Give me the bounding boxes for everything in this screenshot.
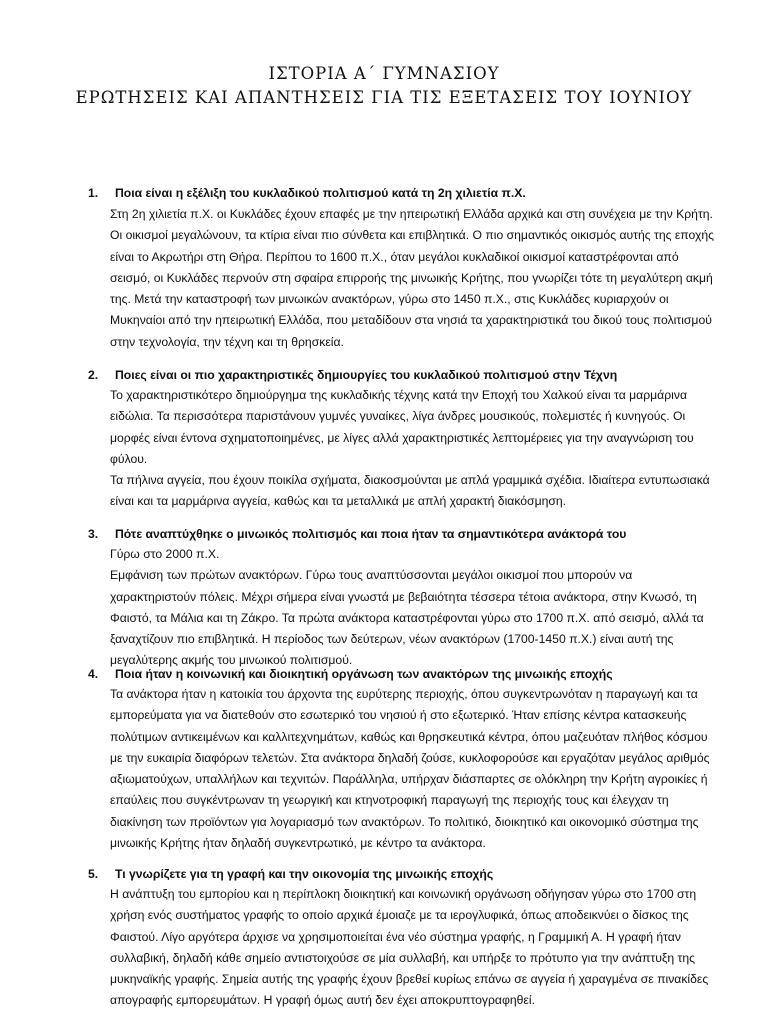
question-text: Ποια ήταν η κοινωνική και διοικητική οργάνωση των ανακτόρων της μινωικής εποχής [115, 667, 613, 681]
document-title: ΙΣΤΟΡΙΑ Α΄ ΓΥΜΝΑΣΙΟΥ [268, 64, 500, 83]
answer-paragraph: Τα πήλινα αγγεία, που έχουν ποικίλα σχήματα, διακοσμούνται με απλά γραμμικά σχέδια. Ιδιαίτερα εντυπωσιακά είναι και τα μαρμάρινα αγγεία, καθώς και τα μεταλλικά με απλή χαρακτή διακόσμηση. [110, 473, 710, 509]
question-number: 4. [88, 667, 99, 681]
answer-3 [110, 544, 716, 672]
question-text: Πότε αναπτύχθηκε ο μινωικός πολιτισμός και ποια ήταν τα σημαντικότερα ανάκτορά του [115, 527, 627, 541]
question-text: Τι γνωρίζετε για τη γραφή και την οικονομία της μινωικής εποχής [115, 867, 494, 881]
answer-paragraph: Γύρω στο 2000 π.Χ. [110, 547, 220, 561]
question-text: Ποια είναι η εξέλιξη του κυκλαδικού πολιτισμού κατά τη 2η χιλιετία π.Χ. [115, 186, 526, 200]
question-text: Ποιες είναι οι πιο χαρακτηριστικές δημιουργίες του κυκλαδικού πολιτισμού στην Τέχνη [115, 368, 618, 382]
answer-5 [110, 884, 716, 1012]
answer-paragraph: Η ανάπτυξη του εμπορίου και η περίπλοκη διοικητική και κοινωνική οργάνωση οδήγησαν γύρω στο 1700 στη χρήση ενός συστήματος γραφής το οποίο αρχικά έμοιαζε με τα ιερογλυφικά, όπως αποδεικνύει ο δίσκος της Φαιστού. Λίγο αργότερα άρχισε να χρησιμοποιείται ένα νέο σύστημα γραφής, η Γραμμική Α. Η γραφή ήταν συλλαβική, δηλαδή κάθε σημείο αντιστοιχούσε σε μία συλλαβή, και υπήρξε το πρότυπο για την ανάπτυξη της μυκηναϊκής γραφής. Σημεία αυτής της γραφής έχουν βρεθεί κυρίως επάνω σε αγγεία ή χαραγμένα σε πινακίδες απογραφής εμπορευμάτων. Η γραφή όμως αυτή δεν έχει αποκρυπτογραφηθεί. [110, 887, 709, 1008]
answer-paragraph: Εμφάνιση των πρώτων ανακτόρων. Γύρω τους αναπτύσσονται μεγάλοι οικισμοί που μπορούν να χαρακτηριστούν πόλεις. Μέχρι σήμερα είναι γνωστά με βεβαιότητα τέσσερα τέτοια ανάκτορα, στην Κνωσό, τη Φαιστό, τα Μάλια και τη Ζάκρο. Τα πρώτα ανάκτορα καταστρέφονται γύρω στο 1700 π.Χ. από σεισμό, αλλά τα ξαναχτίζουν πιο επιβλητικά. Η περίοδος των δεύτερων, νέων ανακτόρων (1700-1450 π.Χ.) είναι αυτή της μεγαλύτερης ακμής του μινωικού πολιτισμού. [110, 568, 704, 668]
answer-paragraph: Τα ανάκτορα ήταν η κατοικία του άρχοντα της ευρύτερης περιοχής, όπου συγκεντρωνόταν η παραγωγή και τα εμπορεύματα για να διατεθούν στο εσωτερικό του νησιού ή στο εξωτερικό. Ήταν επίσης κέντρα κατασκευής πολύτιμων αντικειμένων και καλλιτεχνημάτων, καθώς και θρησκευτικά κέντρα, όπου μαζευόταν πλήθος κόσμου με την ευκαιρία διαφόρων τελετών. Στα ανάκτορα δηλαδή ζούσε, κυκλοφορούσε και εργαζόταν μεγάλος αριθμός αξιωματούχων, υπαλλήλων και τεχνιτών. Παράλληλα, υπήρχαν διάσπαρτες σε ολόκληρη την Κρήτη αγροικίες ή επαύλεις που συγκέντρωναν τη γεωργική και κτηνοτροφική παραγωγή της περιοχής τους και έλεγχαν τη διακίνηση των προϊόντων για λογαριασμό των ανακτόρων. Το πολιτικό, διοικητικό και οικονομικό σύστημα της μινωικής Κρήτης ήταν δηλαδή συγκεντρωτικό, με κέντρο τα ανάκτορα. [110, 687, 710, 851]
question-number: 5. [88, 867, 99, 881]
answer-2 [110, 385, 716, 513]
question-number: 3. [88, 527, 99, 541]
answer-paragraph: Στη 2η χιλιετία π.Χ. οι Κυκλάδες έχουν επαφές με την ηπειρωτική Ελλάδα αρχικά και στη συνέχεια με την Κρήτη. Οι οικισμοί μεγαλώνουν, τα κτίρια είναι πιο σύνθετα και επιβλητικά. Ο πιο σημαντικός οικισμός αυτής της εποχής είναι το Ακρωτήρι στη Θήρα. Περίπου το 1600 π.Χ., όταν μεγάλοι κυκλαδικοί οικισμοί καταστρέφονται από σεισμό, οι Κυκλάδες περνούν στη σφαίρα επιρροής της μινωικής Κρήτης, που γνωρίζει τότε τη μεγαλύτερη ακμή της. Μετά την καταστροφή των μινωικών ανακτόρων, γύρω στο 1450 π.Χ., στις Κυκλάδες κυριαρχούν οι Μυκηναίοι από την ηπειρωτική Ελλάδα, που μεταδίδουν στα νησιά τα χαρακτηριστικά του δικού τους πολιτισμού στην τεχνολογία, την τέχνη και τη θρησκεία. [110, 207, 715, 349]
question-number: 2. [88, 368, 99, 382]
document-subtitle: ΕΡΩΤΗΣΕΙΣ ΚΑΙ ΑΠΑΝΤΗΣΕΙΣ ΓΙΑ ΤΙΣ ΕΞΕΤΑΣΕΙΣ ΤΟΥ ΙΟΥΝΙΟΥ [75, 88, 693, 107]
answer-1 [110, 204, 716, 353]
question-number: 1. [88, 186, 99, 200]
answer-paragraph: Το χαρακτηριστικότερο δημιούργημα της κυκλαδικής τέχνης κατά την Εποχή του Χαλκού είναι τα μαρμάρινα ειδώλια. Τα περισσότερα παριστάνουν γυμνές γυναίκες, λίγα άνδρες μουσικούς, πολεμιστές ή κυνηγούς. Οι μορφές είναι έντονα σχηματοποιημένες, με λίγες αλλά χαρακτηριστικές λεπτομέρειες για την αναγνώριση του φύλου. [110, 388, 694, 466]
answer-4 [110, 684, 716, 854]
